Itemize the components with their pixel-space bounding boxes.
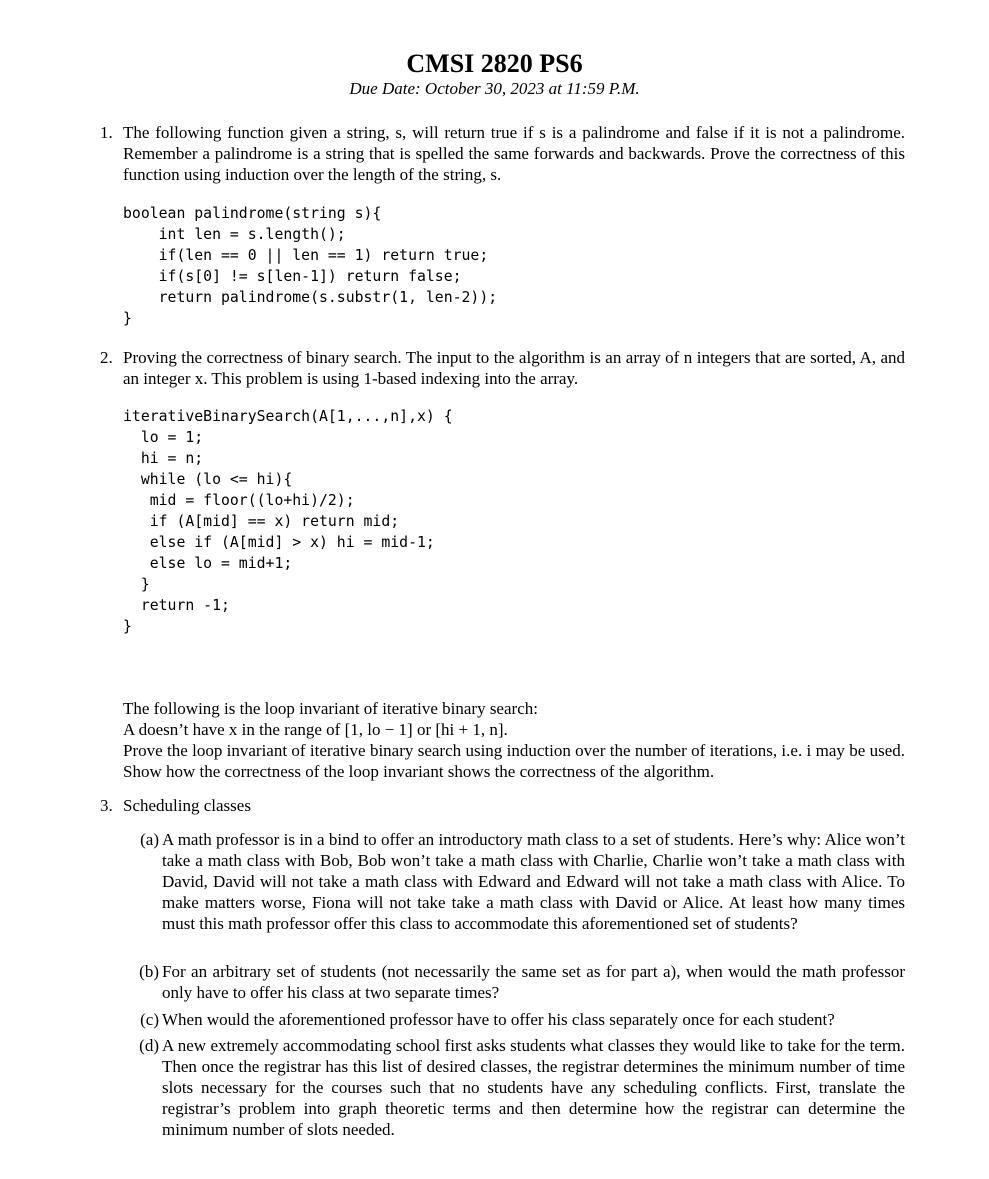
problem-2-text: Proving the correctness of binary search. The input to the algorithm is an array of n integers that are sorted, A, and an integer x. This problem is using 1-based indexing into the array. [123,348,905,388]
problem-1-number: 1. [100,123,113,142]
problem-2-number: 2. [100,348,113,367]
part-b-text: For an arbitrary set of students (not necessarily the same set as for part a), when would the math professor only have to offer his class at two separate times? [162,962,905,1002]
part-a-label: (a) [140,830,159,849]
problem-3-text: Scheduling classes [123,796,251,815]
invariant-block [123,698,905,782]
invariant-intro: The following is the loop invariant of iterative binary search: [123,699,538,718]
invariant-statement: A doesn’t have x in the range of [1, lo − 1] or [hi + 1, n]. [123,720,508,739]
problem-1-code: boolean palindrome(string s){ int len = s.length(); if(len == 0 || len == 1) return true; if(s[0] != s[len-1]) return false; return palindrome(s.substr(1, len-2)); } [123,205,498,327]
part-a-text: A math professor is in a bind to offer an introductory math class to a set of students. Here’s why: Alice won’t take a math class with Bob, Bob won’t take a math class with Charlie, Charlie won’t take a math class with David, David will not take a math class with Edward and Edward will not take a math class with Alice. To make matters worse, Fiona will not take take a math class with David or Alice. At least how many times must this math professor offer this class to accommodate this aforementioned set of students? [162,830,905,933]
due-date: Due Date: October 30, 2023 at 11:59 P.M. [349,79,640,98]
part-b-label: (b) [139,962,159,981]
problem-3-number: 3. [100,796,113,815]
part-d-label: (d) [139,1036,159,1055]
problem-2-code: iterativeBinarySearch(A[1,...,n],x) { lo = 1; hi = n; while (lo <= hi){ mid = floor((lo+hi)/2); if (A[mid] == x) return mid; else if (A[mid] > x) hi = mid-1; else lo = mid+1; } return -1; } [123,408,453,635]
part-c-label: (c) [140,1010,159,1029]
problem-1-text: The following function given a string, s, will return true if s is a palindrome and false if it is not a palindrome. Remember a palindrome is a string that is spelled the same forwards and backwards. Prove the correctness of this function using induction over the length of the string, s. [123,123,905,184]
document-title: CMSI 2820 PS6 [406,49,583,78]
part-d-text: A new extremely accommodating school first asks students what classes they would like to take for the term. Then once the registrar has this list of desired classes, the registrar determines the minimum number of time slots necessary for the courses such that no students have any scheduling conflicts. First, translate the registrar’s problem into graph theoretic terms and then determine how the registrar can determine the minimum number of slots needed. [162,1036,905,1139]
part-c-text: When would the aforementioned professor have to offer his class separately once for each student? [162,1010,835,1029]
invariant-task: Prove the loop invariant of iterative binary search using induction over the number of iterations, i.e. i may be used. Show how the correctness of the loop invariant shows the correctness of the algorithm. [123,741,905,781]
